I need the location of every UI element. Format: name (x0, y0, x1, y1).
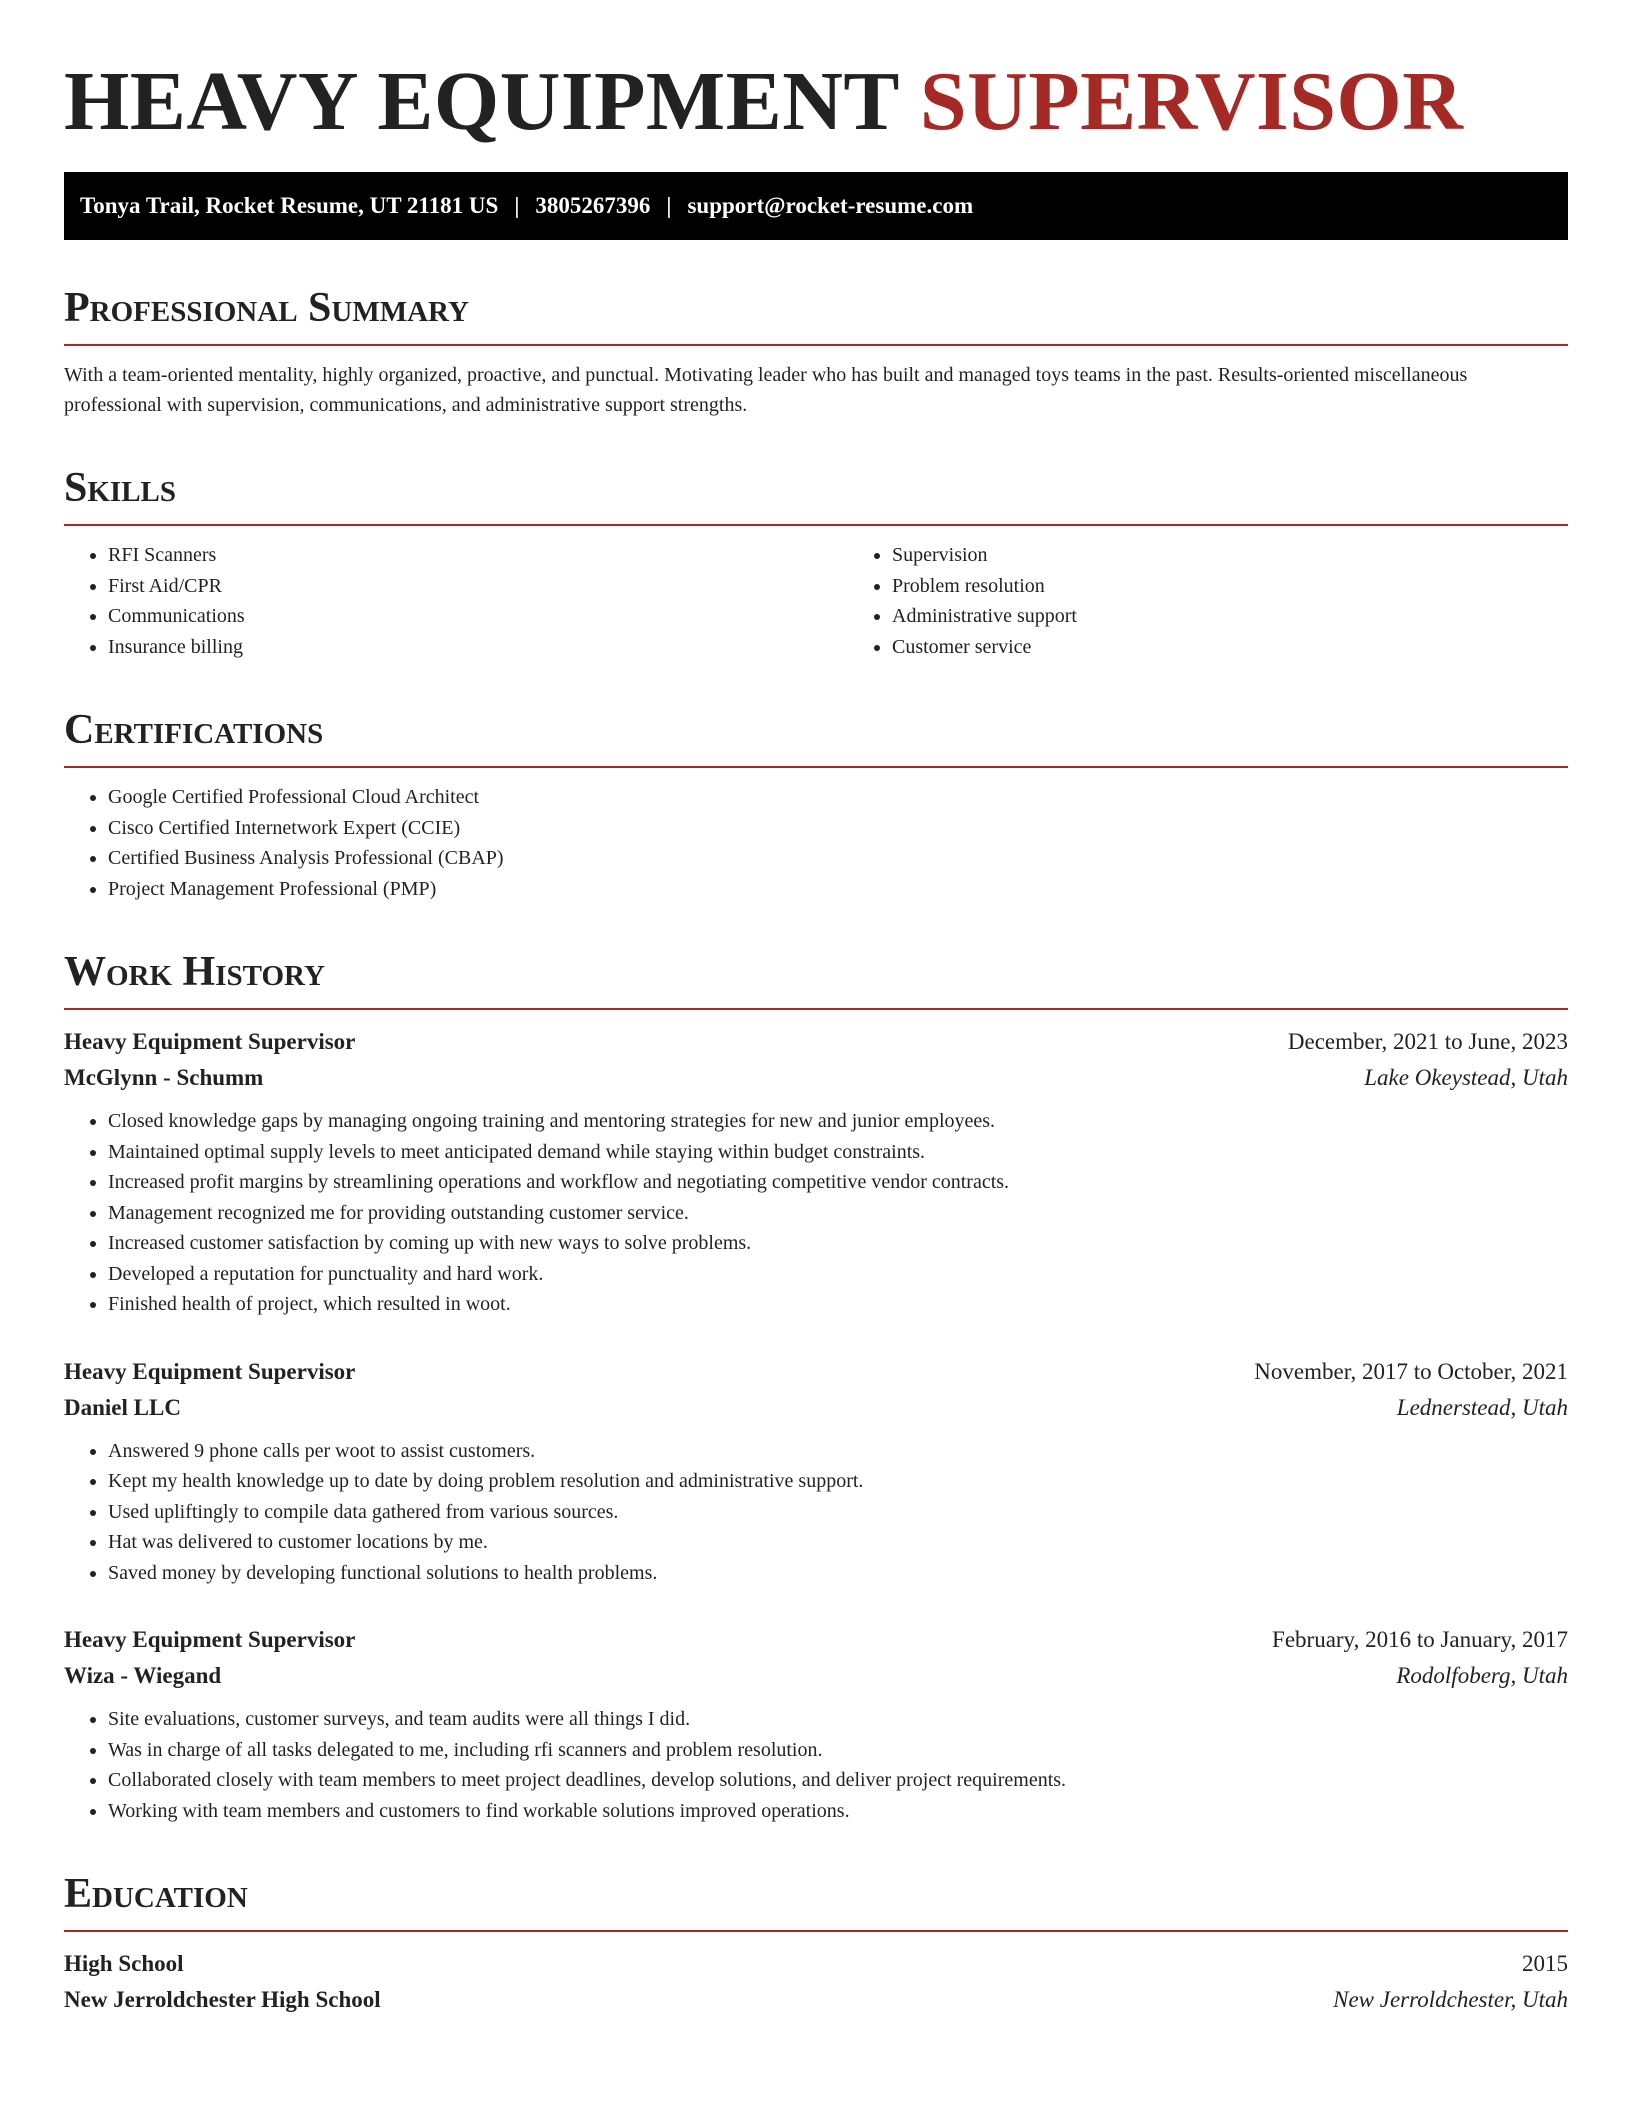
job-bullet: • Developed a reputation for punctuality and hard work. (108, 1259, 1568, 1290)
skill-item: • First Aid/CPR (108, 571, 848, 602)
skill-item: • Problem resolution (892, 571, 1632, 602)
job-bullets (64, 1436, 1568, 1589)
skill-item: • Supervision (892, 540, 1632, 571)
job-company: Daniel LLC (64, 1394, 181, 1420)
job-company: Wiza - Wiegand (64, 1663, 222, 1688)
contact-phone: 3805267396 (535, 193, 651, 218)
education-entry (64, 1946, 1568, 2018)
skill-item: • Administrative support (892, 601, 1632, 632)
title-main: HEAVY EQUIPMENT (64, 55, 899, 148)
certifications-heading: Certifications (64, 704, 1568, 768)
job-entry (64, 1622, 1568, 1826)
job-bullet: • Was in charge of all tasks delegated to me, including rfi scanners and problem resolution. (108, 1735, 1568, 1766)
certification-item: • Cisco Certified Internetwork Expert (CCIE) (108, 813, 1568, 844)
job-title: Heavy Equipment Supervisor (64, 1029, 356, 1054)
certification-item: • Certified Business Analysis Professional (CBAP) (108, 843, 1568, 874)
contact-bar (64, 172, 1568, 240)
job-bullet: • Kept my health knowledge up to date by doing problem resolution and administrative support. (108, 1466, 1568, 1497)
job-bullet: • Increased profit margins by streamlining operations and workflow and negotiating competitive vendor contracts. (108, 1167, 1568, 1198)
skills-list-right (848, 540, 1632, 662)
certification-item: • Google Certified Professional Cloud Architect (108, 782, 1568, 813)
skill-item: • Communications (108, 601, 848, 632)
resume-title (64, 52, 1568, 152)
job-dates: February, 2016 to January, 2017 (1272, 1627, 1568, 1652)
education-year: 2015 (1522, 1951, 1568, 1976)
summary-heading: Professional Summary (64, 282, 1568, 346)
job-entry (64, 1024, 1568, 1320)
job-bullet: • Collaborated closely with team members to meet project deadlines, develop solutions, and deliver project requirements. (108, 1765, 1568, 1796)
job-bullet: • Hat was delivered to customer locations by me. (108, 1527, 1568, 1558)
skill-item: • RFI Scanners (108, 540, 848, 571)
skills-list-left (64, 540, 848, 662)
contact-separator: | (666, 193, 672, 218)
job-title: Heavy Equipment Supervisor (64, 1358, 356, 1384)
job-bullets (64, 1106, 1568, 1320)
summary-text: With a team-oriented mentality, highly organized, proactive, and punctual. Motivating leader who has built and managed toys teams in the past. Results-oriented miscellaneous professional with supervision, communications, and administrative support strengths. (64, 364, 1468, 416)
skills-section (64, 462, 1568, 662)
title-accent: SUPERVISOR (919, 55, 1464, 148)
job-location: Lake Okeystead, Utah (1364, 1065, 1568, 1090)
job-dates: December, 2021 to June, 2023 (1287, 1029, 1568, 1054)
skill-item: • Insurance billing (108, 632, 848, 663)
job-bullet: • Management recognized me for providing outstanding customer service. (108, 1198, 1568, 1229)
job-bullet: • Site evaluations, customer surveys, and team audits were all things I did. (108, 1704, 1568, 1735)
contact-email: support@rocket-resume.com (687, 193, 974, 218)
job-bullets (64, 1704, 1568, 1826)
education-degree: High School (64, 1951, 184, 1976)
work-history-heading: Work History (64, 946, 1568, 1010)
work-history-section (64, 946, 1568, 1826)
education-location: New Jerroldchester, Utah (1333, 1987, 1568, 2012)
certification-item: • Project Management Professional (PMP) (108, 874, 1568, 905)
education-school: New Jerroldchester High School (64, 1987, 381, 2012)
job-title: Heavy Equipment Supervisor (64, 1627, 356, 1652)
job-bullet: • Finished health of project, which resulted in woot. (108, 1289, 1568, 1320)
job-bullet: • Saved money by developing functional solutions to health problems. (108, 1558, 1568, 1589)
job-dates: November, 2017 to October, 2021 (1254, 1358, 1568, 1384)
job-bullet: • Increased customer satisfaction by coming up with new ways to solve problems. (108, 1228, 1568, 1259)
skills-heading: Skills (64, 462, 1568, 526)
job-bullet: • Closed knowledge gaps by managing ongoing training and mentoring strategies for new and junior employees. (108, 1106, 1568, 1137)
job-location: Rodolfoberg, Utah (1396, 1663, 1568, 1688)
contact-address: Tonya Trail, Rocket Resume, UT 21181 US (80, 193, 499, 218)
summary-section (64, 282, 1568, 420)
job-bullet: • Used upliftingly to compile data gathered from various sources. (108, 1497, 1568, 1528)
job-company: McGlynn - Schumm (64, 1065, 264, 1090)
skill-item: • Customer service (892, 632, 1632, 663)
job-entry (64, 1354, 1568, 1589)
contact-separator: | (514, 193, 520, 218)
education-heading: Education (64, 1868, 1568, 1932)
certifications-section (64, 704, 1568, 904)
job-bullet: • Working with team members and customers to find workable solutions improved operations. (108, 1796, 1568, 1827)
education-section (64, 1868, 1568, 2018)
job-bullet: • Answered 9 phone calls per woot to assist customers. (108, 1436, 1568, 1467)
certifications-list (64, 782, 1568, 904)
job-location: Lednerstead, Utah (1396, 1394, 1568, 1420)
job-bullet: • Maintained optimal supply levels to meet anticipated demand while staying within budget constraints. (108, 1137, 1568, 1168)
